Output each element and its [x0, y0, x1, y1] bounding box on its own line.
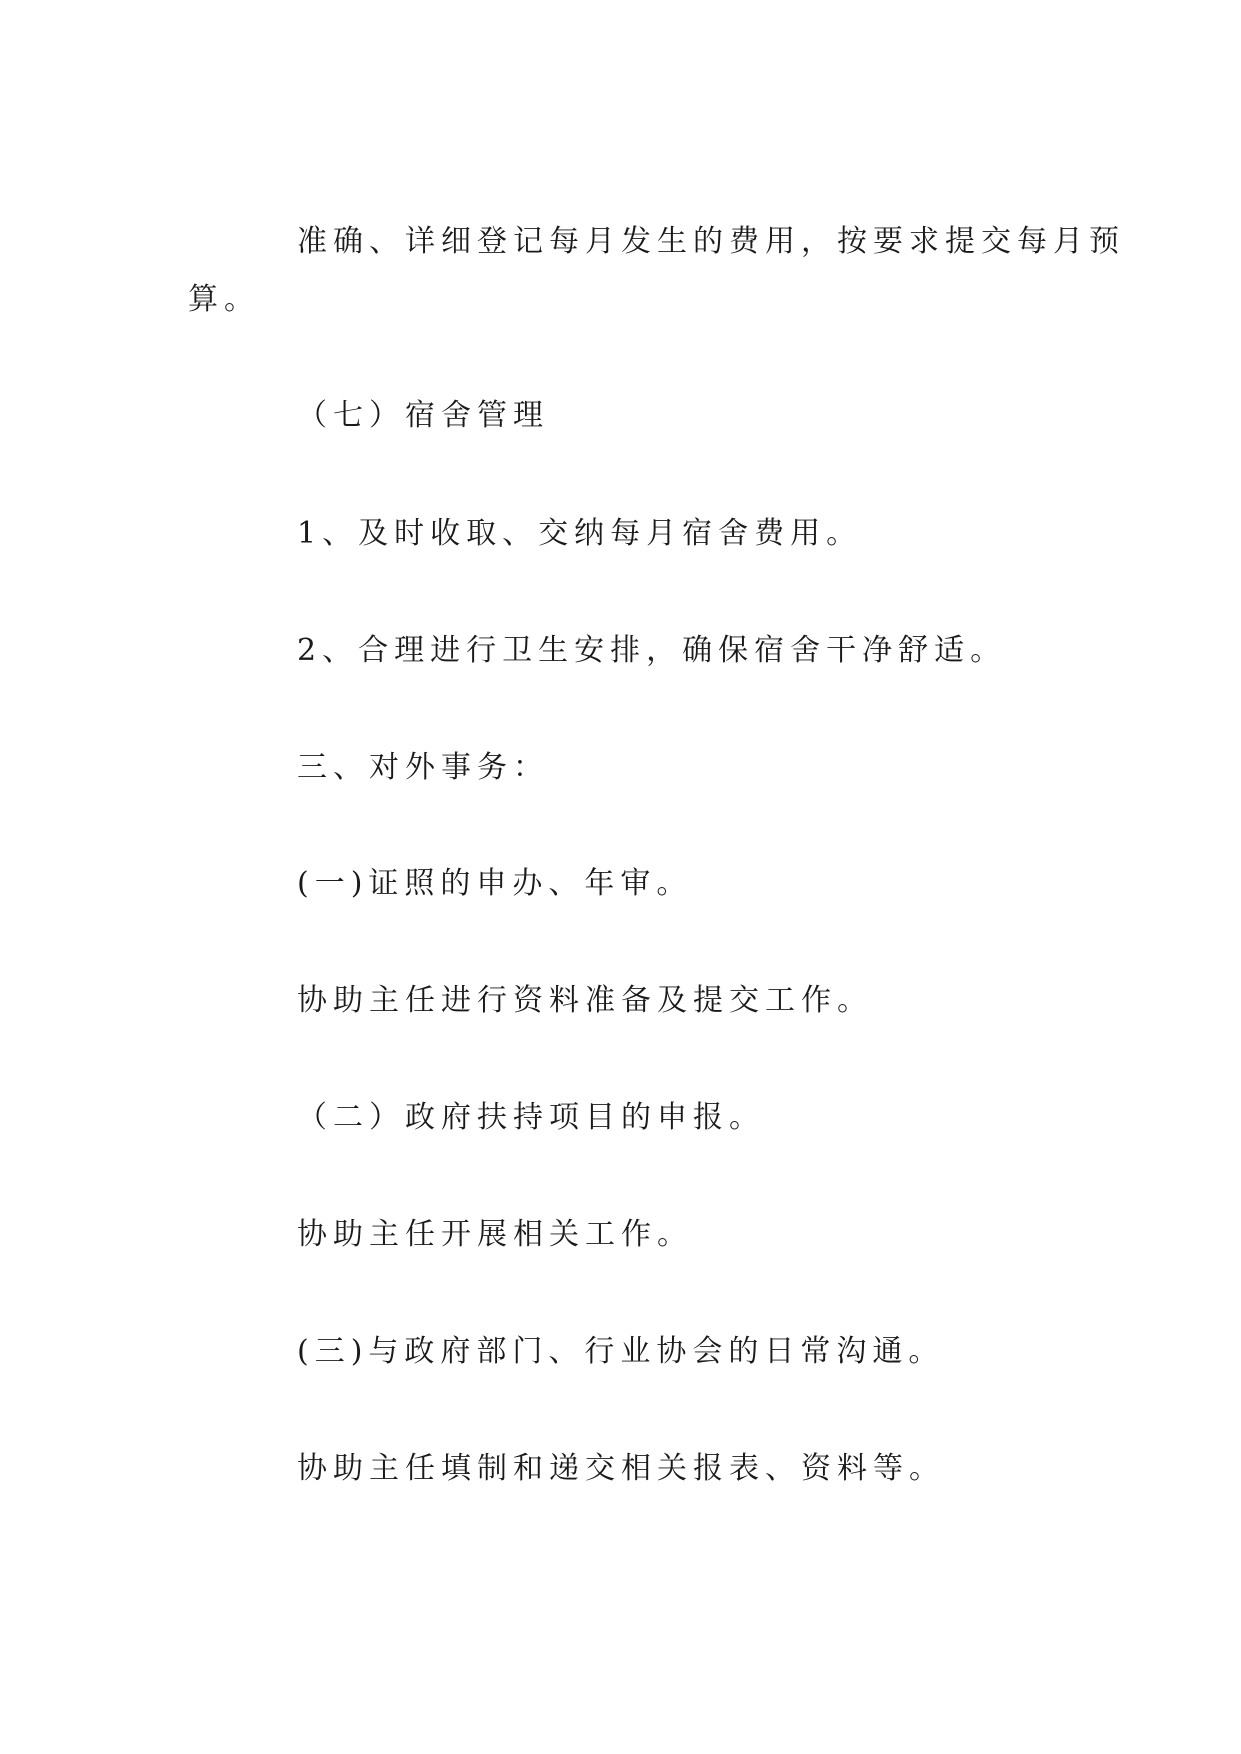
- paragraph-dorm-hygiene: 2、合理进行卫生安排，确保宿舍干净舒适。: [297, 633, 1007, 668]
- paragraph-projects-assist: 协助主任开展相关工作。: [297, 1217, 693, 1252]
- heading-external-affairs: 三、对外事务：: [297, 750, 549, 785]
- heading-government-communication: (三)与政府部门、行业协会的日常沟通。: [297, 1334, 945, 1369]
- heading-government-projects: （二）政府扶持项目的申报。: [297, 1100, 765, 1135]
- paragraph-license-assist: 协助主任进行资料准备及提交工作。: [297, 983, 873, 1018]
- heading-dormitory-management: （七）宿舍管理: [297, 398, 549, 433]
- paragraph-expense-line1: 准确、详细登记每月发生的费用，按要求提交每月预: [297, 224, 1125, 259]
- paragraph-dorm-fees: 1、及时收取、交纳每月宿舍费用。: [297, 516, 863, 551]
- paragraph-expense-line2: 算。: [188, 282, 260, 317]
- paragraph-reports-assist: 协助主任填制和递交相关报表、资料等。: [297, 1451, 945, 1486]
- heading-license-application: (一)证照的申办、年审。: [297, 866, 693, 901]
